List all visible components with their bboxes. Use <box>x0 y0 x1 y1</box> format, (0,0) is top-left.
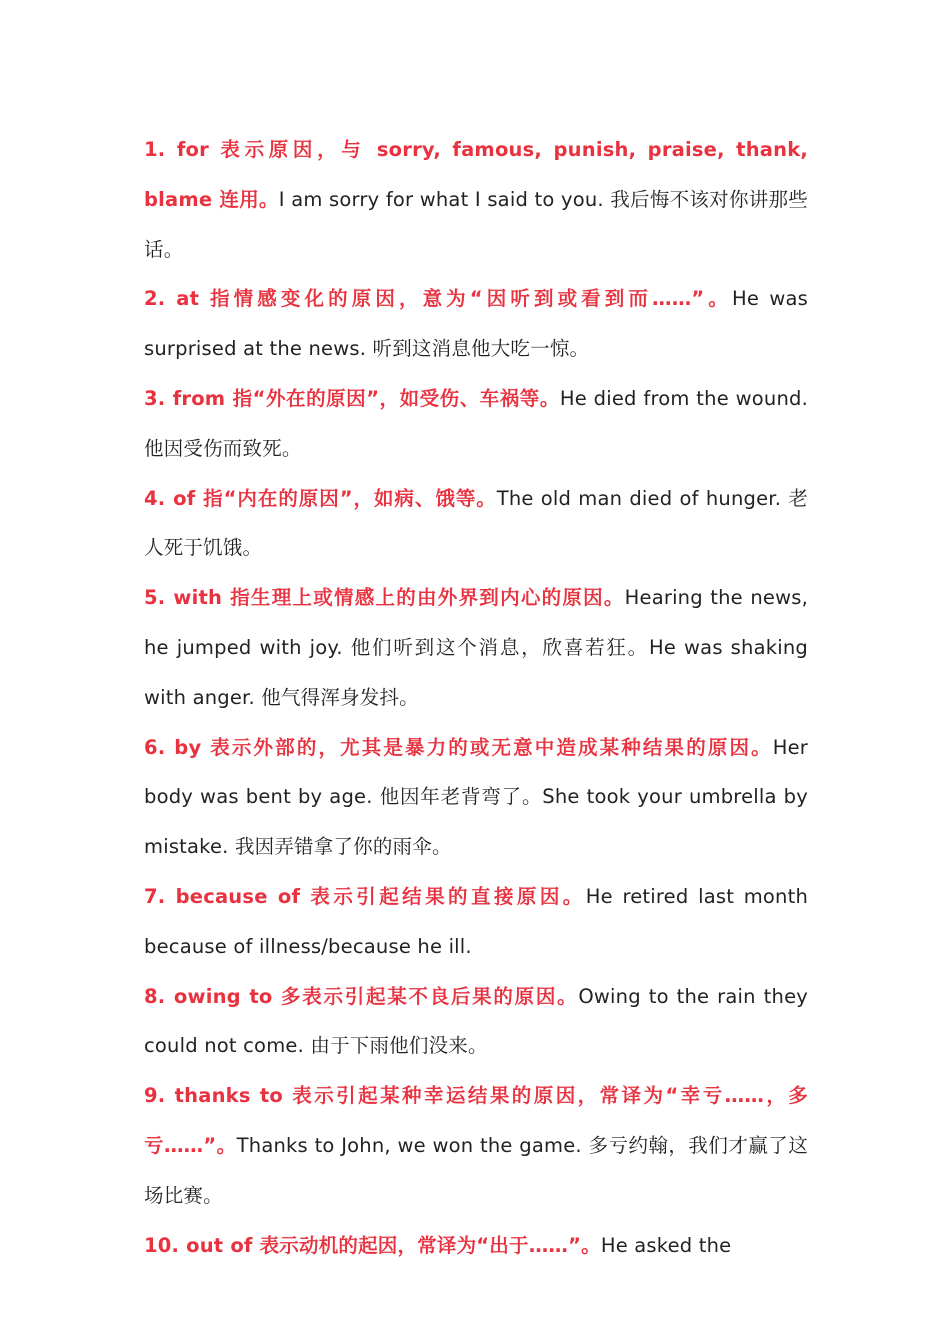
example-text: The old man died of hunger. 老人死于饥饿。 <box>144 486 808 560</box>
entry-owing-to <box>144 972 808 1072</box>
example-text: Hearing the news, he jumped with joy. 他们听到这个消息，欣喜若狂。He was shaking with anger. 他气得浑身发抖。 <box>144 586 809 709</box>
example-text: He retired last month because of illness/because he ill. <box>144 884 809 958</box>
example-text: He was surprised at the news. 听到这消息他大吃一惊。 <box>144 287 808 361</box>
rule-text: 8. owing to 多表示引起某不良后果的原因。 <box>144 984 579 1008</box>
rule-text: 5. with 指生理上或情感上的由外界到内心的原因。 <box>144 586 625 610</box>
rule-text: 10. out of 表示动机的起因，常译为“出于……”。 <box>144 1233 601 1257</box>
example-text: Thanks to John, we won the game. 多亏约翰，我们才赢了这场比赛。 <box>144 1133 808 1207</box>
rule-text: 6. by 表示外部的，尤其是暴力的或无意中造成某种结果的原因。 <box>144 735 773 759</box>
example-text: Owing to the rain they could not come. 由于下雨他们没来。 <box>144 984 809 1058</box>
entry-because-of <box>144 872 808 972</box>
entry-for <box>144 125 808 274</box>
entry-out-of <box>144 1221 808 1271</box>
rule-text: 4. of 指“内在的原因”，如病、饿等。 <box>144 486 497 510</box>
entry-thanks-to <box>144 1071 808 1220</box>
example-text: He asked the <box>600 1233 732 1257</box>
entry-of <box>144 474 808 574</box>
document-page <box>144 125 808 1270</box>
rule-text: 7. because of 表示引起结果的直接原因。 <box>144 884 586 908</box>
rule-text: 9. thanks to 表示引起某种幸运结果的原因，常译为“幸亏……，多亏……”。 <box>144 1084 808 1157</box>
entry-by <box>144 723 808 872</box>
entry-at <box>144 274 808 374</box>
example-text: Her body was bent by age. 他因年老背弯了。She took your umbrella by mistake. 我因弄错拿了你的雨伞。 <box>144 735 808 859</box>
example-text: He died from the wound. 他因受伤而致死。 <box>144 386 808 460</box>
rule-text: 1. for 表示原因，与 sorry, famous, punish, praise, thank, blame 连用。 <box>144 138 808 211</box>
entry-from <box>144 374 808 474</box>
rule-text: 3. from 指“外在的原因”，如受伤、车祸等。 <box>144 386 560 410</box>
example-text: I am sorry for what I said to you. 我后悔不该对你讲那些话。 <box>144 187 809 261</box>
entry-with <box>144 573 808 722</box>
rule-text: 2. at 指情感变化的原因，意为“因听到或看到而……”。 <box>144 287 732 311</box>
